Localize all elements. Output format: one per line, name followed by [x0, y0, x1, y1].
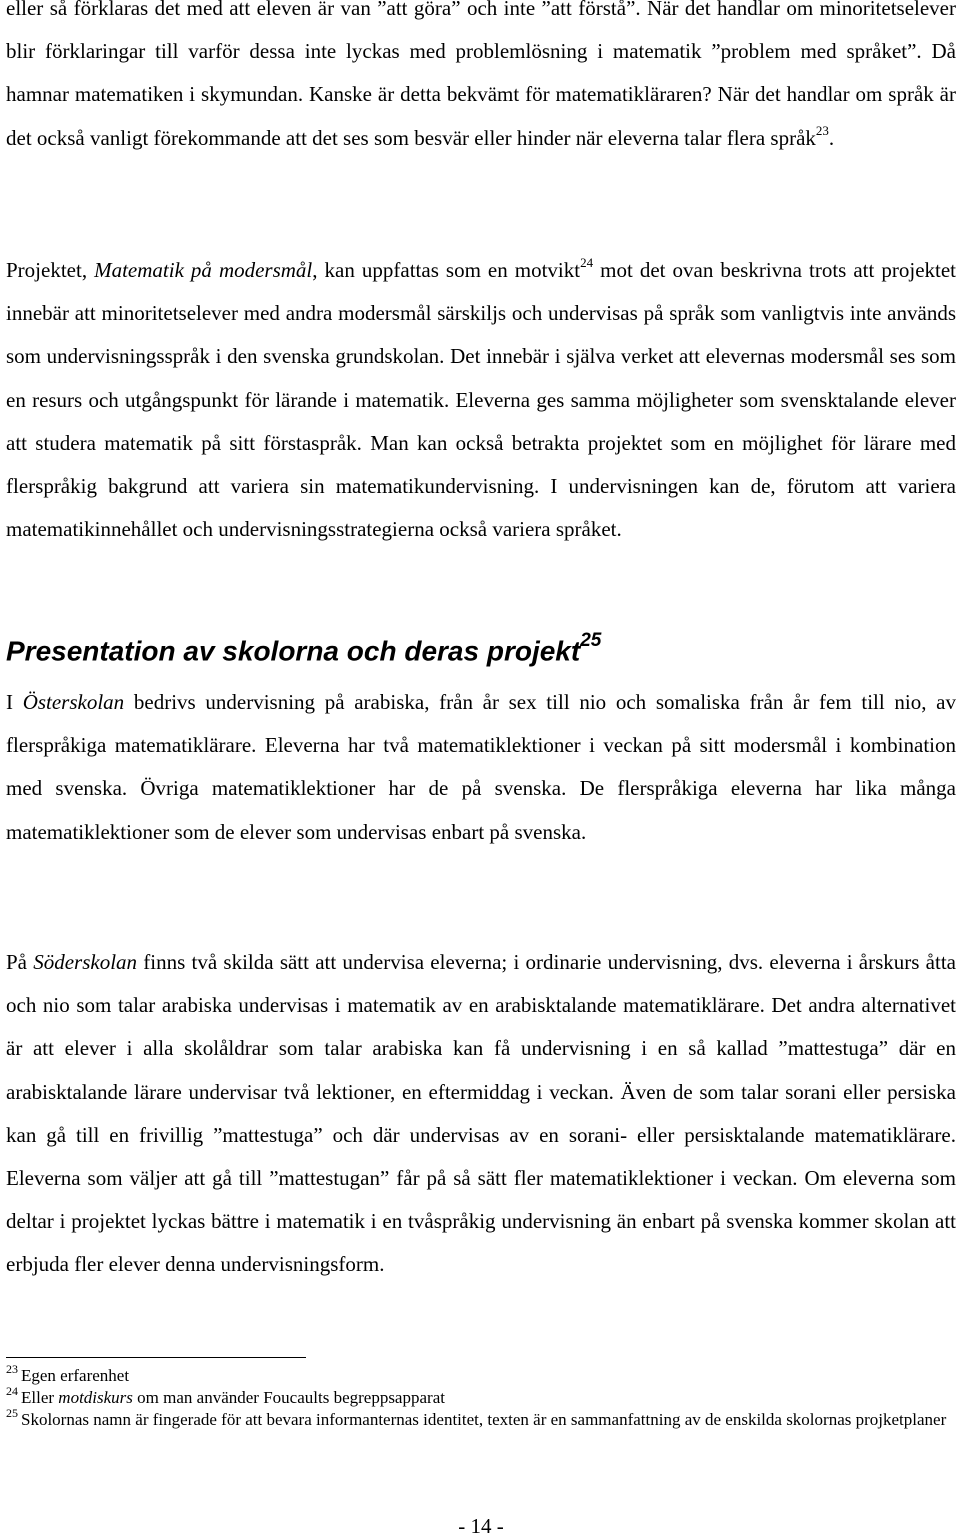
paragraph-2 — [6, 249, 956, 551]
paragraph-2-text-mid: , kan uppfattas som en motvikt — [312, 258, 581, 282]
footnote-number: 25 — [6, 1406, 18, 1421]
footnote-text: Eller — [21, 1388, 59, 1407]
paragraph-3 — [6, 681, 956, 854]
footnote-25 — [6, 1406, 956, 1431]
school-name-soderskolan: Söderskolan — [33, 950, 138, 974]
paragraph-1-end: . — [828, 125, 835, 150]
paragraph-1-text: eller så förklaras det med att eleven är van ”att göra” och inte ”att förstå”. När det handlar om minoritetselever blir förklaringar till varför dessa inte lyckas med problemlösning i matematik ”problem med språket”. Då hamnar matematiken i skymundan. Kanske är detta bekvämt för matematikläraren? När det handlar om språk är det också vanligt förekommande att det ses som besvär eller hinder när eleverna talar flera språk — [6, 0, 956, 150]
footnote-number: 23 — [6, 1362, 18, 1377]
footnote-italic-term: motdiskurs — [58, 1388, 133, 1407]
paragraph-4-text-start: På — [6, 950, 34, 974]
footnote-text-end: om man använder Foucaults begreppsapparat — [132, 1388, 445, 1407]
page-number: - 14 - — [458, 1514, 504, 1538]
paragraph-4 — [6, 941, 956, 1287]
footnotes — [6, 1362, 956, 1431]
footnote-text: Egen erfarenhet — [21, 1366, 130, 1385]
project-title: Matematik på modersmål — [94, 258, 313, 282]
paragraph-3-text-start: I — [6, 690, 23, 714]
paragraph-3-text-end: bedrivs undervisning på arabiska, från år sex till nio och somaliska från år fem till nio, av flerspråkiga matematiklärare. Eleverna har två matematiklektioner i veckan på sitt modersmål i kombination med svenska. Övriga matematiklektioner har de på svenska. De flerspråkiga eleverna har lika många matematiklektioner som de elever som undervisas enbart på svenska. — [6, 690, 956, 844]
paragraph-4-text-end: finns två skilda sätt att undervisa eleverna; i ordinarie undervisning, dvs. eleverna i årskurs åtta och nio som talar arabiska undervisas i matematik av en arabisktalande matematiklärare. Det andra alternativet är att elever i alla skolåldrar som talar arabiska kan få undervisning i en så kallad ”mattestuga” där en arabisktalande lärare undervisar två lektioner, en eftermiddag i veckan. Även de som talar sorani eller persiska kan gå till en frivillig ”mattestuga” och där undervisas av en sorani- eller persisktalande matematiklärare. Eleverna som väljer att gå till ”mattestugan” får på så sätt fler matematiklektioner i veckan. Om eleverna som deltar i projektet lyckas bättre i matematik i en tvåspråkig undervisning än enbart på svenska kommer skolan att erbjuda fler elever denna undervisningsform. — [6, 950, 956, 1277]
footnote-ref-25[interactable]: 25 — [580, 630, 602, 651]
footnote-ref-24[interactable]: 24 — [580, 255, 594, 270]
footnote-number: 24 — [6, 1384, 18, 1399]
footnote-text: Skolornas namn är fingerade för att bevara informanternas identitet, texten är en sammanfattning av de enskilda skolornas projketplaner — [21, 1410, 947, 1429]
paragraph-2-text-start: Projektet, — [6, 258, 95, 282]
footnote-ref-23[interactable]: 23 — [815, 122, 829, 138]
paragraph-1 — [6, 0, 956, 160]
footnote-24 — [6, 1384, 956, 1409]
section-heading-text: Presentation av skolorna och deras projekt — [6, 635, 581, 667]
section-heading — [6, 625, 601, 671]
paragraph-2-text-end: mot det ovan beskrivna trots att projektet innebär att minoritetselever med andra modersmål särskiljs och undervisas på språk som vanligtvis inte används som undervisningsspråk i den svenska grundskolan. Det innebär i själva verket att elevernas modersmål ses som en resurs och utgångspunkt för lärande i matematik. Eleverna ges samma möjligheter som svensktalande elever att studera matematik på sitt förstaspråk. Man kan också betrakta projektet som en möjlighet för lärare med flerspråkig bakgrund att variera sin matematikundervisning. I undervisningen kan de, förutom att variera matematikinnehållet och undervisningsstrategierna också variera språket. — [6, 258, 957, 542]
school-name-osterskolan: Österskolan — [22, 690, 125, 714]
footnote-separator — [6, 1357, 306, 1358]
footnote-23 — [6, 1362, 956, 1387]
